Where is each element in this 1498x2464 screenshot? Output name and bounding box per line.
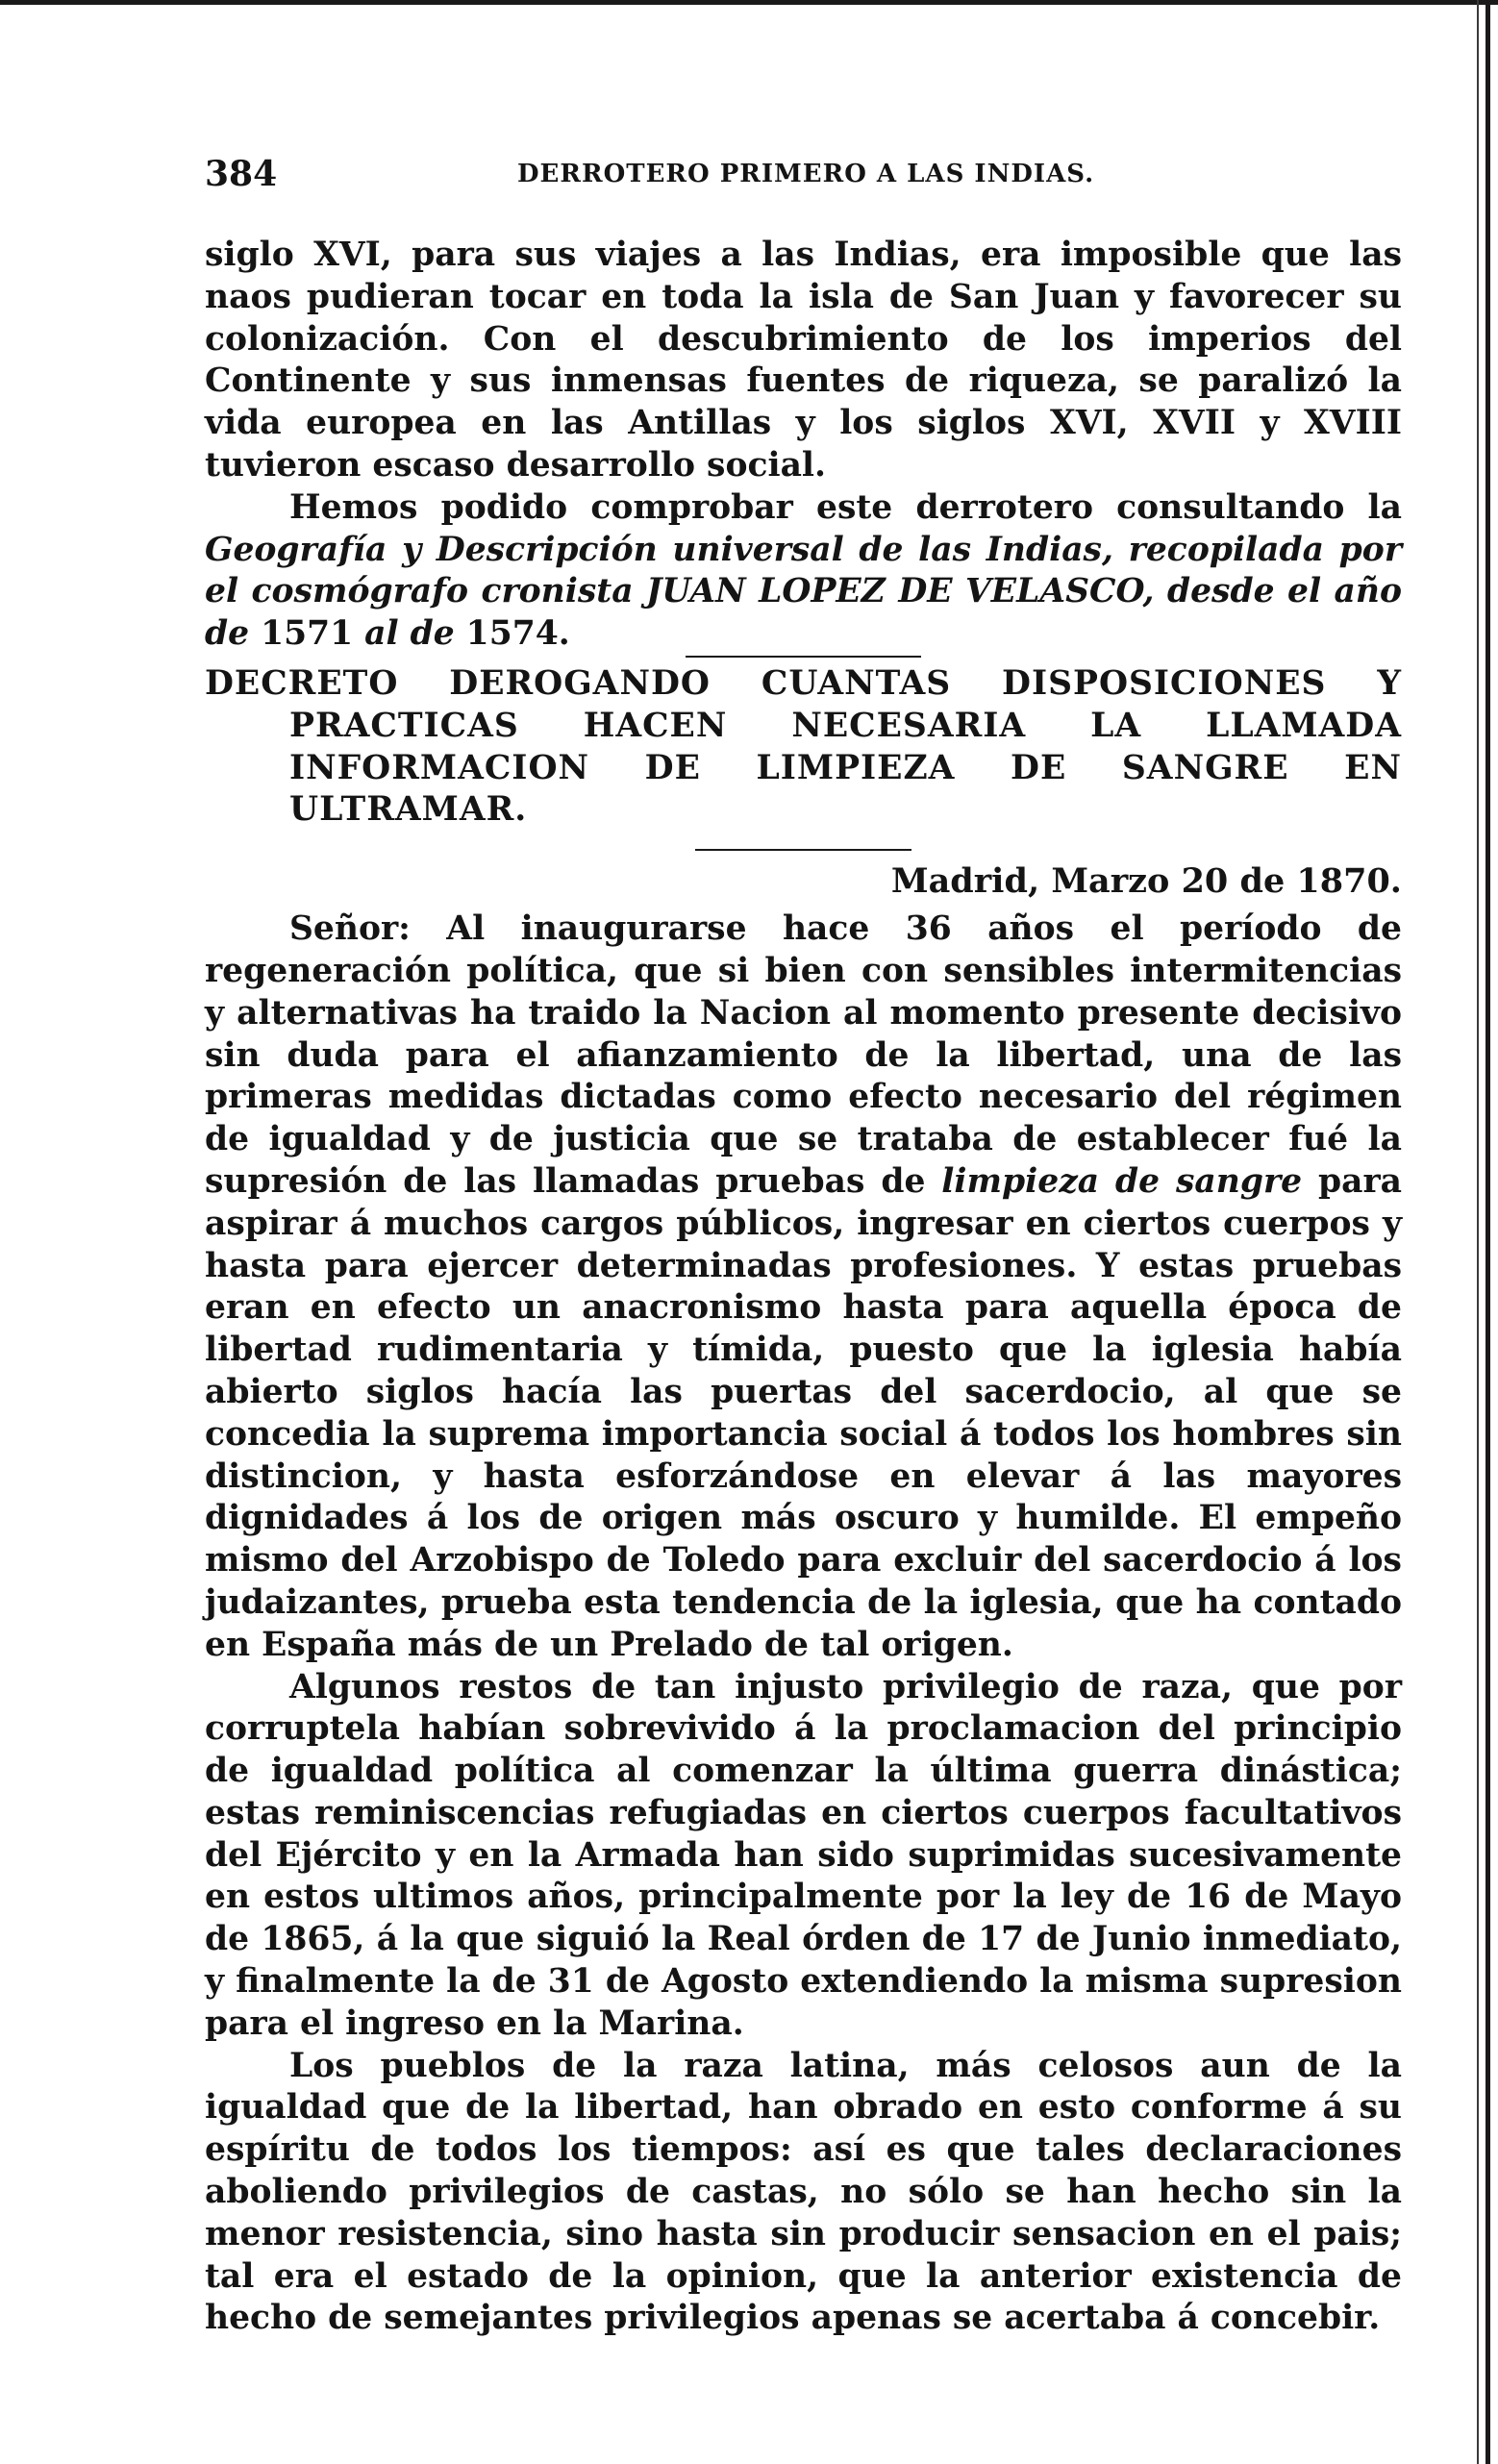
intro-paragraph-1: siglo XVI, para sus viajes a las Indias, era imposible que las naos pudieran tocar en toda la isla de San Juan y favorecer su colonización. Con el descubrimiento de los imperios del Continente y sus inmensas fuentes de riqueza, se paralizó la vida europea en las Antillas y los siglos XVI, XVII y XVIII tuvieron escaso desarrollo social. [205, 236, 1402, 485]
scan-border-right [1486, 0, 1490, 2464]
dateline: Madrid, Marzo 20 de 1870. [890, 861, 1402, 902]
running-title: DERROTERO PRIMERO A LAS INDIAS. [517, 160, 1095, 188]
decree-title: DECRETO DEROGANDO CUANTAS DISPOSICIONES Y PRACTICAS HACEN NECESARIA LA LLAMADA INFORMACION DE LIMPIEZA DE SANGRE EN ULTRAMAR. [205, 663, 1402, 830]
book-page [205, 144, 1402, 2340]
intro-p2-al-de: al de [364, 614, 455, 654]
decree-p1-italic: limpieza de sangre [941, 1161, 1303, 1201]
intro-p2-final: 1574. [454, 614, 570, 654]
intro-p2-start: Hemos podido comprobar este derrotero consultando la [289, 487, 1402, 527]
page-number: 384 [205, 154, 278, 194]
decree-paragraph-3: Los pueblos de la raza latina, más celosos aun de la igualdad que de la libertad, han obrado en esto conforme á su espíritu de todos los tiempos: así es que tales declaraciones aboliendo privilegios de castas, no sólo se han hecho sin la menor resistencia, sino hasta sin producir sensacion en el pais; tal era el estado de la opinion, que la anterior existencia de hecho de semejantes privilegios apenas se acertaba á concebir. [205, 2046, 1402, 2338]
decree-paragraph-2: Algunos restos de tan injusto privilegio de raza, que por corruptela habían sobrevivido á la proclamacion del principio de igualdad política al comenzar la última guerra dinástica; estas reminiscencias refugiadas en ciertos cuerpos facultativos del Ejército y en la Armada han sido suprimidas sucesivamente en estos ultimos años, principalmente por la ley de 16 de Mayo de 1865, á la que siguió la Real órden de 17 de Junio inmediato, y finalmente la de 31 de Agosto extendiendo la misma supresion para el ingreso en la Marina. [205, 1667, 1402, 2043]
intro-p2-source-title: Geografía y Descripción universal de las Indias, recopilada por el cosmógrafo cronista JUAN LOPEZ DE VELASCO, desde el año de [205, 530, 1402, 654]
title-divider [695, 849, 911, 851]
intro-p2-year: 1571 [249, 614, 365, 654]
running-head [205, 144, 1402, 202]
scan-border-top [0, 0, 1498, 5]
scan-border-right-inner [1477, 0, 1479, 2464]
decree-paragraph-1 [205, 908, 1402, 1666]
decree-p1-b: para aspirar á muchos cargos públicos, ingresar en ciertos cuerpos y hasta para ejercer determinadas profesiones. Y estas pruebas eran en efecto un anacronismo hasta para aquella época de libertad rudimentaria y tímida, puesto que la iglesia había abierto siglos hacía las puertas del sacerdocio, al que se concedia la suprema importancia social á todos los hombres sin distincion, y hasta esforzándose en elevar á las mayores dignidades á los de origen más oscuro y humilde. El empeño mismo del Arzobispo de Toledo para excluir del sacerdocio á los judaizantes, prueba esta tendencia de la iglesia, que ha contado en España más de un Prelado de tal origen. [205, 1161, 1402, 1664]
section-divider [686, 656, 921, 658]
intro-paragraph-2 [205, 487, 1402, 656]
decree-p1-a: Señor: Al inaugurarse hace 36 años el período de regeneración política, que si bien con sensibles intermitencias y alternativas ha traido la Nacion al momento presente decisivo sin duda para el afianzamiento de la libertad, una de las primeras medidas dictadas como efecto necesario del régimen de igualdad y de justicia que se trataba de establecer fué la supresión de las llamadas pruebas de [205, 909, 1402, 1201]
body-text [205, 235, 1402, 2340]
